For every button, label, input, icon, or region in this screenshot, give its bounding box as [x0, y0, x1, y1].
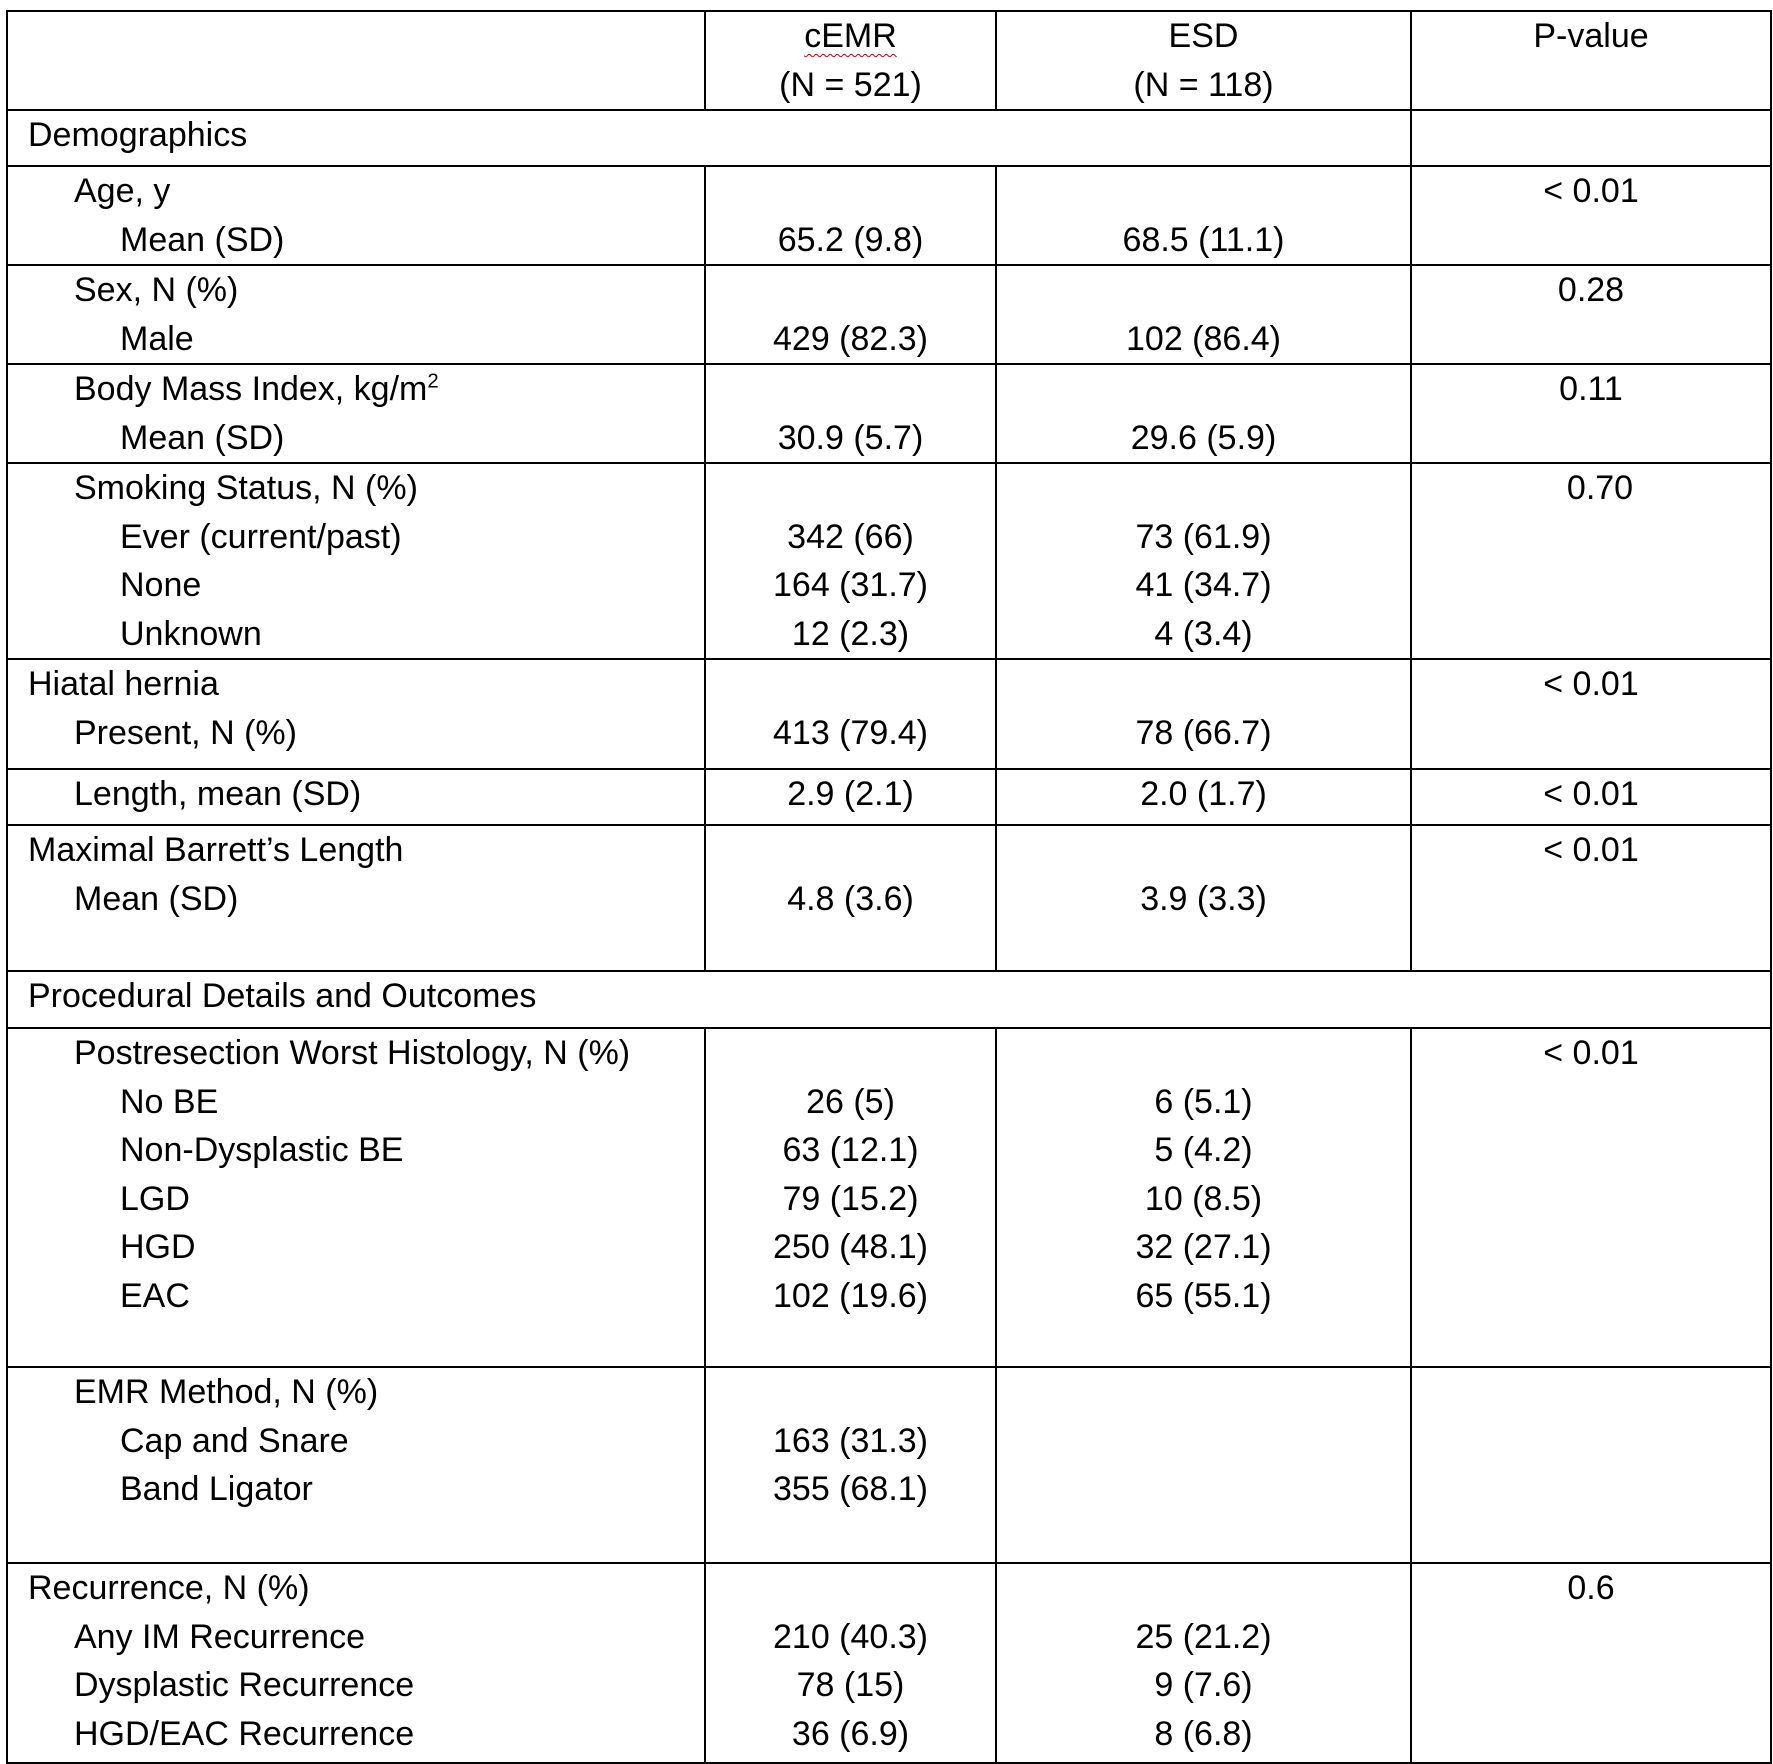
histology-cemr-eac: 102 (19.6) [773, 1276, 928, 1315]
header-cemr [705, 11, 996, 110]
histology-sub-nobe: No BE [120, 1082, 219, 1121]
section-row-demographics [7, 110, 1771, 166]
histology-label-cell [7, 1028, 705, 1367]
header-row [7, 11, 1771, 110]
header-pvalue [1411, 11, 1771, 110]
recurrence-sub-hgdeac: HGD/EAC Recurrence [74, 1714, 415, 1753]
age-p: < 0.01 [1543, 172, 1639, 210]
recurrence-esd-hgdeac: 8 (6.8) [1154, 1714, 1253, 1753]
bmi-p: 0.11 [1559, 370, 1623, 408]
hiatal-cemr-cell [705, 659, 996, 769]
length-label: Length, mean (SD) [74, 775, 362, 813]
histology-sub-lgd: LGD [120, 1179, 190, 1218]
smoking-sub-ever: Ever (current/past) [120, 517, 402, 556]
histology-label: Postresection Worst Histology, N (%) [74, 1034, 631, 1072]
hiatal-label-cell [7, 659, 705, 769]
cemr-n: (N = 521) [779, 65, 922, 104]
bmi-sup: 2 [427, 370, 439, 393]
sex-label-cell [7, 265, 705, 364]
length-esd-cell [996, 769, 1411, 825]
sex-sub: Male [120, 319, 194, 358]
smoking-label: Smoking Status, N (%) [74, 469, 418, 507]
histology-sub-ndbe: Non-Dysplastic BE [120, 1131, 404, 1169]
histology-esd-eac: 65 (55.1) [1135, 1276, 1272, 1315]
hiatal-p-cell [1411, 659, 1771, 769]
sex-p: 0.28 [1557, 271, 1625, 309]
age-label: Age, y [74, 172, 171, 210]
emr-esd-cell [996, 1367, 1411, 1563]
histology-p: < 0.01 [1543, 1034, 1639, 1072]
length-p-cell [1411, 769, 1771, 825]
recurrence-sub-dysplastic: Dysplastic Recurrence [74, 1666, 415, 1704]
smoking-sub-none: None [120, 566, 202, 604]
bmi-cemr-cell [705, 364, 996, 463]
section-title-demographics: Demographics [7, 110, 1411, 166]
bmi-esd-cell [996, 364, 1411, 463]
barrett-p-cell [1411, 825, 1771, 971]
pvalue-label: P-value [1533, 17, 1649, 55]
smoking-label-cell [7, 463, 705, 659]
recurrence-cemr-cell [705, 1563, 996, 1763]
recurrence-cemr-hgdeac: 36 (6.9) [791, 1714, 910, 1753]
length-p: < 0.01 [1543, 775, 1639, 813]
hiatal-sub: Present, N (%) [74, 713, 297, 752]
age-esd: 68.5 (11.1) [1122, 220, 1285, 259]
table-row [7, 463, 1771, 659]
hiatal-esd: 78 (66.7) [1135, 713, 1272, 752]
recurrence-esd-cell [996, 1563, 1411, 1763]
smoking-cemr-unknown: 12 (2.3) [791, 614, 910, 653]
bmi-cemr: 30.9 (5.7) [777, 418, 924, 457]
section-title-procedural: Procedural Details and Outcomes [7, 971, 1771, 1028]
smoking-esd-none: 41 (34.7) [1135, 566, 1272, 604]
table-row [7, 825, 1771, 971]
recurrence-p-cell [1411, 1563, 1771, 1763]
hiatal-label: Hiatal hernia [28, 665, 219, 703]
bmi-p-cell [1411, 364, 1771, 463]
sex-label: Sex, N (%) [74, 271, 239, 309]
table-row [7, 265, 1771, 364]
esd-label: ESD [1168, 17, 1239, 55]
barrett-label: Maximal Barrett’s Length [28, 831, 404, 869]
histology-esd-lgd: 10 (8.5) [1144, 1179, 1263, 1218]
smoking-p: 0.70 [1566, 469, 1634, 507]
hiatal-esd-cell [996, 659, 1411, 769]
sex-esd: 102 (86.4) [1126, 319, 1281, 358]
sex-cemr-cell [705, 265, 996, 364]
recurrence-cemr-dysplastic: 78 (15) [796, 1666, 905, 1704]
emr-sub-band: Band Ligator [120, 1470, 313, 1508]
cemr-label: cEMR [804, 17, 897, 55]
emr-p-cell [1411, 1367, 1771, 1563]
bmi-label-cell [7, 364, 705, 463]
histology-cemr-ndbe: 63 (12.1) [782, 1131, 919, 1169]
histology-esd-hgd: 32 (27.1) [1135, 1228, 1272, 1266]
histology-cemr-cell [705, 1028, 996, 1367]
barrett-sub: Mean (SD) [74, 879, 239, 918]
emr-cemr-cell [705, 1367, 996, 1563]
smoking-sub-unknown: Unknown [120, 614, 262, 653]
histology-esd-ndbe: 5 (4.2) [1154, 1131, 1253, 1169]
header-esd [996, 11, 1411, 110]
emr-sub-cap: Cap and Snare [120, 1421, 349, 1460]
recurrence-p: 0.6 [1567, 1569, 1615, 1607]
histology-sub-eac: EAC [120, 1276, 190, 1315]
sex-cemr: 429 (82.3) [773, 319, 928, 358]
sex-esd-cell [996, 265, 1411, 364]
age-esd-cell [996, 166, 1411, 265]
bmi-label: Body Mass Index, $kg/m^2$ [74, 370, 439, 408]
barrett-cemr: 4.8 (3.6) [787, 879, 914, 918]
table-row [7, 1028, 1771, 1367]
smoking-esd-ever: 73 (61.9) [1135, 517, 1272, 556]
bmi-esd: 29.6 (5.9) [1130, 418, 1277, 457]
smoking-cemr-ever: 342 (66) [787, 517, 914, 556]
smoking-cemr-cell [705, 463, 996, 659]
smoking-esd-unknown: 4 (3.4) [1154, 614, 1253, 653]
histology-cemr-hgd: 250 (48.1) [773, 1228, 928, 1266]
recurrence-sub-any: Any IM Recurrence [74, 1617, 365, 1656]
recurrence-label-cell [7, 1563, 705, 1763]
histology-cemr-lgd: 79 (15.2) [782, 1179, 919, 1218]
hiatal-p: < 0.01 [1543, 665, 1639, 703]
smoking-p-cell [1411, 463, 1771, 659]
table-row [7, 1367, 1771, 1563]
emr-cemr-cap: 163 (31.3) [773, 1421, 928, 1460]
section-empty-pvalue [1411, 110, 1771, 166]
histology-esd-cell [996, 1028, 1411, 1367]
recurrence-label: Recurrence, N (%) [28, 1569, 310, 1607]
histology-sub-hgd: HGD [120, 1228, 196, 1266]
barrett-label-cell [7, 825, 705, 971]
smoking-cemr-none: 164 (31.7) [773, 566, 928, 604]
emr-cemr-band: 355 (68.1) [773, 1470, 928, 1508]
barrett-cemr-cell [705, 825, 996, 971]
characteristics-table [6, 10, 1772, 1764]
sex-p-cell [1411, 265, 1771, 364]
age-sub: Mean (SD) [120, 220, 285, 259]
histology-cemr-nobe: 26 (5) [806, 1082, 895, 1121]
table-row [7, 769, 1771, 825]
bmi-sub: Mean (SD) [120, 418, 285, 457]
length-cemr-cell [705, 769, 996, 825]
recurrence-cemr-any: 210 (40.3) [773, 1617, 928, 1656]
age-p-cell [1411, 166, 1771, 265]
histology-p-cell [1411, 1028, 1771, 1367]
table-row [7, 1563, 1771, 1763]
length-label-cell [7, 769, 705, 825]
table-row [7, 364, 1771, 463]
esd-n: (N = 118) [1133, 65, 1274, 104]
header-empty-cell [7, 11, 705, 110]
section-row-procedural [7, 971, 1771, 1028]
age-cemr-cell [705, 166, 996, 265]
emr-label-cell [7, 1367, 705, 1563]
smoking-esd-cell [996, 463, 1411, 659]
histology-esd-nobe: 6 (5.1) [1154, 1082, 1253, 1121]
table-row [7, 166, 1771, 265]
recurrence-esd-dysplastic: 9 (7.6) [1154, 1666, 1253, 1704]
length-cemr: 2.9 (2.1) [787, 775, 914, 813]
hiatal-cemr: 413 (79.4) [773, 713, 928, 752]
age-label-cell [7, 166, 705, 265]
length-esd: 2.0 (1.7) [1140, 775, 1267, 813]
emr-label: EMR Method, N (%) [74, 1373, 379, 1411]
recurrence-esd-any: 25 (21.2) [1135, 1617, 1272, 1656]
barrett-esd: 3.9 (3.3) [1140, 879, 1267, 918]
table-row [7, 659, 1771, 769]
barrett-p: < 0.01 [1543, 831, 1639, 869]
age-cemr: 65.2 (9.8) [777, 220, 924, 259]
barrett-esd-cell [996, 825, 1411, 971]
